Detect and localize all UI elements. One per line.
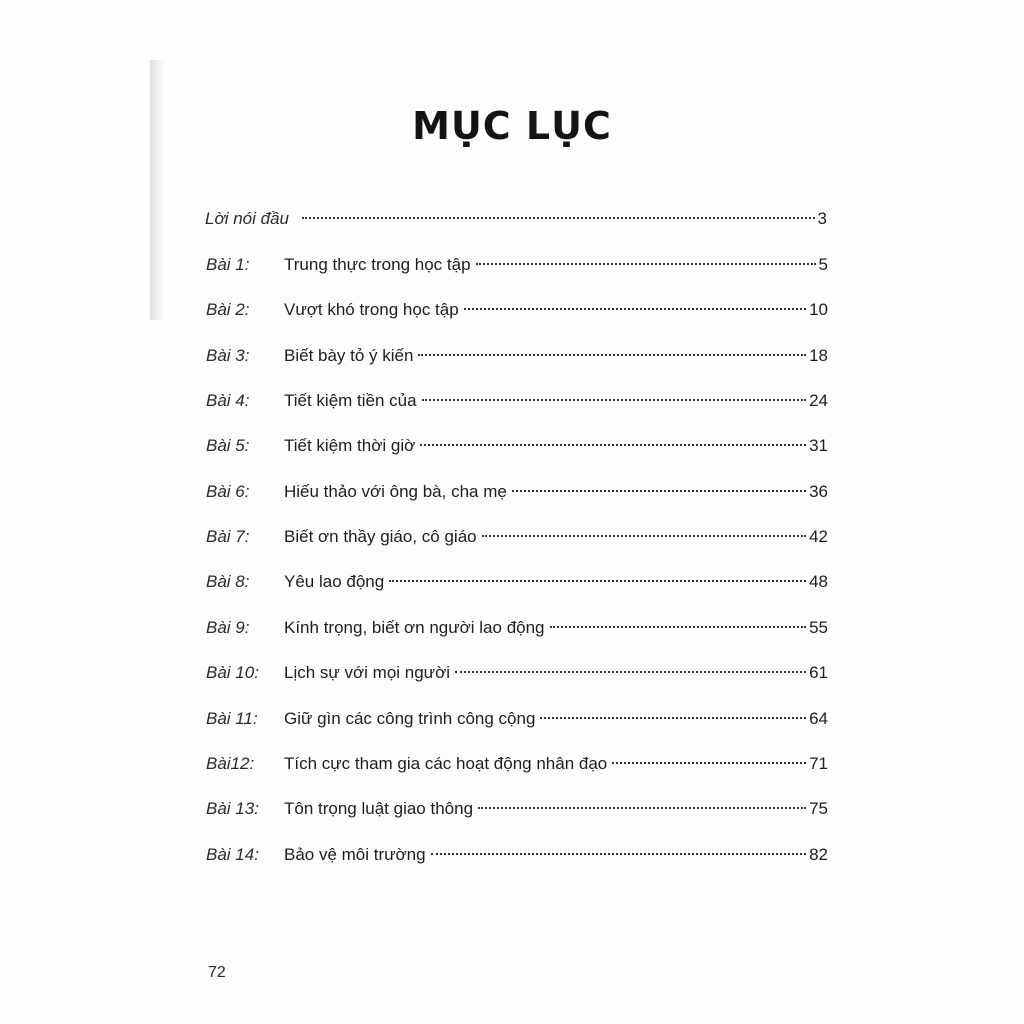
- toc-page-number: 10: [809, 300, 828, 319]
- dot-leader: [512, 490, 806, 492]
- toc-page-number: 42: [809, 527, 828, 546]
- toc-page-number: 18: [809, 346, 828, 365]
- toc-page-number: 55: [809, 618, 828, 637]
- toc-entry: [206, 341, 828, 371]
- lesson-title: Lịch sự với mọi người: [284, 663, 450, 682]
- toc-entry: [206, 704, 828, 734]
- dot-leader: [478, 807, 806, 809]
- lesson-title: Hiếu thảo với ông bà, cha mẹ: [284, 482, 507, 501]
- toc-entry: [206, 295, 828, 325]
- lesson-title: Yêu lao động: [284, 572, 385, 591]
- lesson-title: Tiết kiệm thời giờ: [284, 436, 416, 455]
- lesson-number: Bài 6:: [206, 482, 250, 501]
- toc-page-number: 5: [818, 255, 828, 274]
- lesson-number: Bài12:: [206, 754, 255, 773]
- lesson-title: Vượt khó trong học tập: [284, 300, 459, 319]
- lesson-title: Bảo vệ môi trường: [284, 845, 426, 864]
- toc-page-number: 31: [809, 436, 828, 455]
- lesson-title: Trung thực trong học tập: [284, 255, 471, 274]
- dot-leader: [302, 217, 815, 219]
- page-title: MỤC LỤC: [412, 104, 612, 148]
- lesson-title: Tiết kiệm tiền của: [284, 391, 417, 410]
- dot-leader: [476, 263, 816, 265]
- lesson-title: Biết bày tỏ ý kiến: [284, 346, 414, 365]
- toc-entry: [206, 613, 828, 643]
- toc-entry: [206, 431, 828, 461]
- lesson-number: Bài 9:: [206, 618, 250, 637]
- lesson-number: Bài 5:: [206, 436, 250, 455]
- toc-entry: [206, 522, 828, 552]
- dot-leader: [431, 853, 806, 855]
- toc-entry: [206, 250, 828, 280]
- lesson-number: Bài 2:: [206, 300, 250, 319]
- lesson-title: Giữ gìn các công trình công cộng: [284, 709, 536, 728]
- toc-page-number: 75: [809, 799, 828, 818]
- dot-leader: [418, 354, 806, 356]
- lesson-number: Bài 3:: [206, 346, 250, 365]
- toc-entry: [206, 749, 828, 779]
- toc-page-number: 3: [817, 209, 827, 228]
- lesson-number: Bài 7:: [206, 527, 250, 546]
- toc-page-number: 82: [809, 845, 828, 864]
- lesson-number: Bài 14:: [206, 845, 259, 864]
- toc-entry-intro: [205, 204, 827, 234]
- toc-page-number: 61: [809, 663, 828, 682]
- dot-leader: [422, 399, 806, 401]
- lesson-title: Tích cực tham gia các hoạt động nhân đạo: [284, 754, 608, 773]
- toc-entry-label: Lời nói đầu: [205, 209, 290, 228]
- lesson-number: Bài 8:: [206, 572, 250, 591]
- dot-leader: [464, 308, 806, 310]
- dot-leader: [420, 444, 806, 446]
- dot-leader: [482, 535, 806, 537]
- footer-page-number: 72: [208, 964, 226, 981]
- lesson-title: Tôn trọng luật giao thông: [284, 799, 474, 818]
- lesson-title: Kính trọng, biết ơn người lao động: [284, 618, 545, 637]
- toc-page-number: 48: [809, 572, 828, 591]
- toc-entry: [206, 567, 828, 597]
- toc-page-number: 64: [809, 709, 828, 728]
- toc-entry: [206, 477, 828, 507]
- lesson-number: Bài 13:: [206, 799, 259, 818]
- lesson-number: Bài 10:: [206, 663, 259, 682]
- lesson-number: Bài 1:: [206, 255, 250, 274]
- toc-page-number: 36: [809, 482, 828, 501]
- dot-leader: [389, 580, 806, 582]
- page-edge-shadow: [150, 60, 164, 320]
- dot-leader: [550, 626, 807, 628]
- dot-leader: [455, 671, 806, 673]
- toc-entry: [206, 794, 828, 824]
- dot-leader: [540, 717, 806, 719]
- toc-entry: [206, 840, 828, 870]
- lesson-number: Bài 11:: [206, 709, 258, 728]
- toc-entry: [206, 658, 828, 688]
- toc-page-number: 71: [809, 754, 828, 773]
- dot-leader: [612, 762, 806, 764]
- toc-entry: [206, 386, 828, 416]
- toc-page-number: 24: [809, 391, 828, 410]
- lesson-number: Bài 4:: [206, 391, 250, 410]
- lesson-title: Biết ơn thầy giáo, cô giáo: [284, 527, 477, 546]
